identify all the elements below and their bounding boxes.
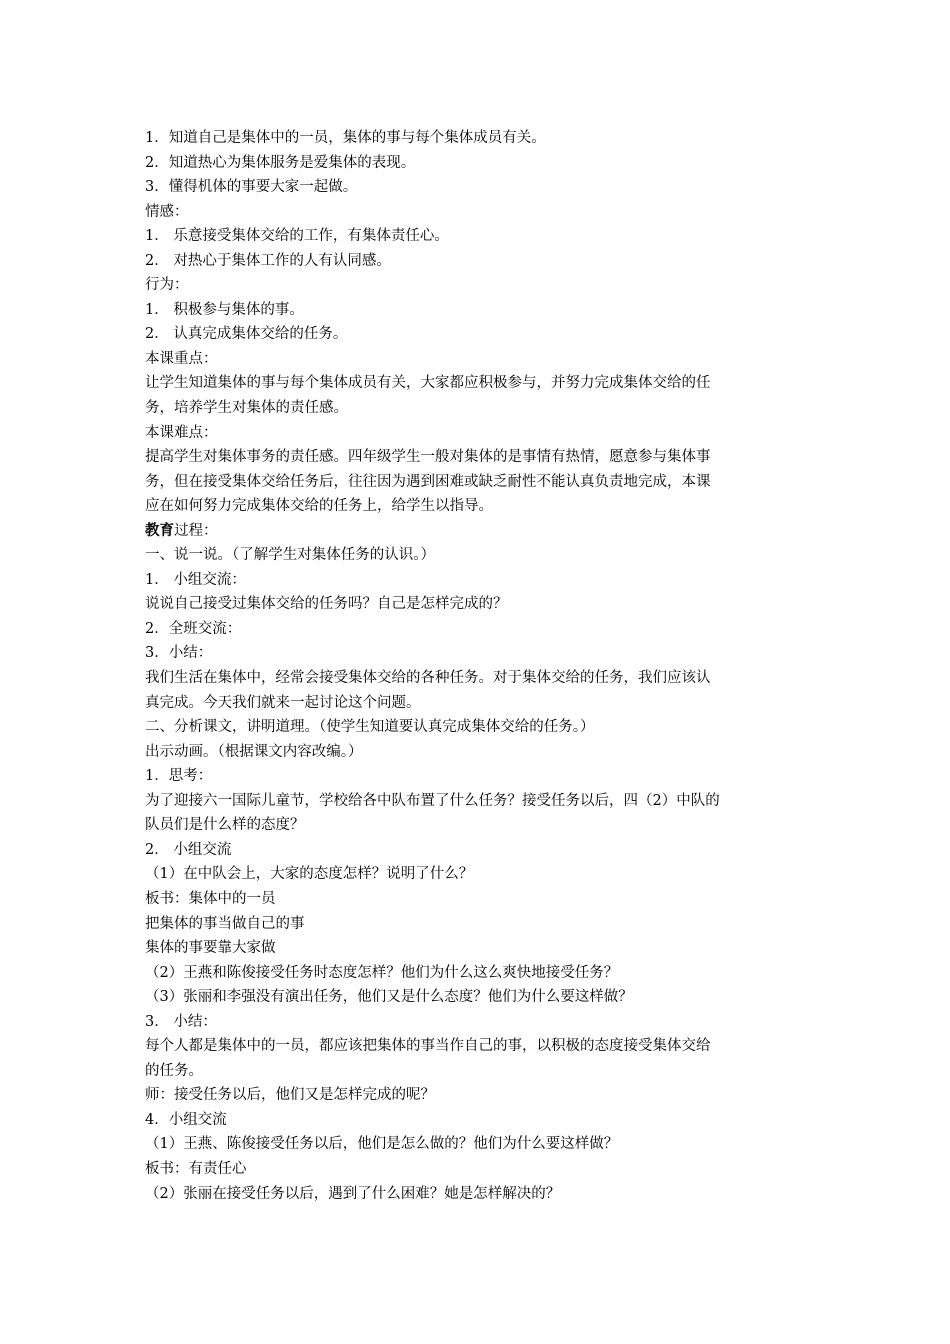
text-line: 的任务。 <box>145 1062 203 1079</box>
text-line: 3．小结： <box>145 645 213 662</box>
text-line: 板书：集体中的一员 <box>145 890 276 907</box>
text-line: 1．思考： <box>145 768 213 785</box>
text-line: 真完成。今天我们就来一起讨论这个问题。 <box>145 694 421 711</box>
text-line: 1． 积极参与集体的事。 <box>145 301 304 318</box>
text-line: 把集体的事当做自己的事 <box>145 915 305 932</box>
text-line: 我们生活在集体中，经常会接受集体交给的各种任务。对于集体交给的任务，我们应该认 <box>145 670 711 687</box>
process-heading-bold: 教育 <box>145 521 174 539</box>
text-line: 应在如何努力完成集体交给的任务上，给学生以指导。 <box>145 498 493 515</box>
section-heading: 情感： <box>145 203 189 220</box>
text-line: 提高学生对集体事务的责任感。四年级学生一般对集体的是事情有热情，愿意参与集体事 <box>145 449 711 466</box>
text-line: （1）王燕、陈俊接受任务以后，他们是怎么做的？他们为什么要这样做？ <box>145 1136 619 1153</box>
text-line: 二、分析课文，讲明道理。（使学生知道要认真完成集体交给的任务。） <box>145 719 595 736</box>
text-line: 出示动画。（根据课文内容改编。） <box>145 743 363 760</box>
text-line: （2）王燕和陈俊接受任务时态度怎样？他们为什么这么爽快地接受任务？ <box>145 964 619 981</box>
text-line: 师：接受任务以后，他们又是怎样完成的呢？ <box>145 1087 435 1104</box>
text-line: 集体的事要靠大家做 <box>145 940 276 957</box>
text-line: 2． 对热心于集体工作的人有认同感。 <box>145 252 391 269</box>
text-line: （1）在中队会上，大家的态度怎样？说明了什么？ <box>145 866 474 883</box>
document-body <box>145 126 810 1206</box>
process-heading <box>145 519 810 544</box>
text-line: （3）张丽和李强没有演出任务，他们又是什么态度？他们为什么要这样做？ <box>145 989 633 1006</box>
text-line: 2． 小组交流 <box>145 841 232 858</box>
text-line: 为了迎接六一国际儿童节，学校给各中队布置了什么任务？接受任务以后，四（2）中队的 <box>145 792 720 809</box>
text-line: 板书：有责任心 <box>145 1160 247 1177</box>
text-line: 1． 乐意接受集体交给的工作，有集体责任心。 <box>145 228 449 245</box>
text-line: 3． 小结： <box>145 1013 217 1030</box>
text-line: 务，但在接受集体交给任务后，往往因为遇到困难或缺乏耐性不能认真负责地完成，本课 <box>145 473 711 490</box>
text-line: 1． 小组交流： <box>145 571 246 588</box>
text-line: 说说自己接受过集体交给的任务吗？自己是怎样完成的？ <box>145 596 508 613</box>
text-line: 4．小组交流 <box>145 1111 227 1128</box>
text-line: 每个人都是集体中的一员，都应该把集体的事当作自己的事，以积极的态度接受集体交给 <box>145 1038 711 1055</box>
section-heading: 行为： <box>145 277 189 294</box>
section-heading: 本课重点： <box>145 350 218 367</box>
process-heading-rest: 过程： <box>174 522 218 539</box>
text-line: 队员们是什么样的态度？ <box>145 817 305 834</box>
section-heading: 本课难点： <box>145 424 218 441</box>
text-line: 2．知道热心为集体服务是爱集体的表现。 <box>145 154 416 171</box>
text-line: 一、说一说。（了解学生对集体任务的认识。） <box>145 547 435 564</box>
text-line: 让学生知道集体的事与每个集体成员有关，大家都应积极参与，并努力完成集体交给的任 <box>145 375 711 392</box>
text-line: 3．懂得机体的事要大家一起做。 <box>145 179 358 196</box>
text-line: （2）张丽在接受任务以后，遇到了什么困难？她是怎样解决的？ <box>145 1185 561 1202</box>
text-line: 1．知道自己是集体中的一员，集体的事与每个集体成员有关。 <box>145 130 546 146</box>
text-line: 务，培养学生对集体的责任感。 <box>145 400 348 417</box>
text-line: 2．全班交流： <box>145 620 242 637</box>
text-line: 2． 认真完成集体交给的任务。 <box>145 326 348 343</box>
